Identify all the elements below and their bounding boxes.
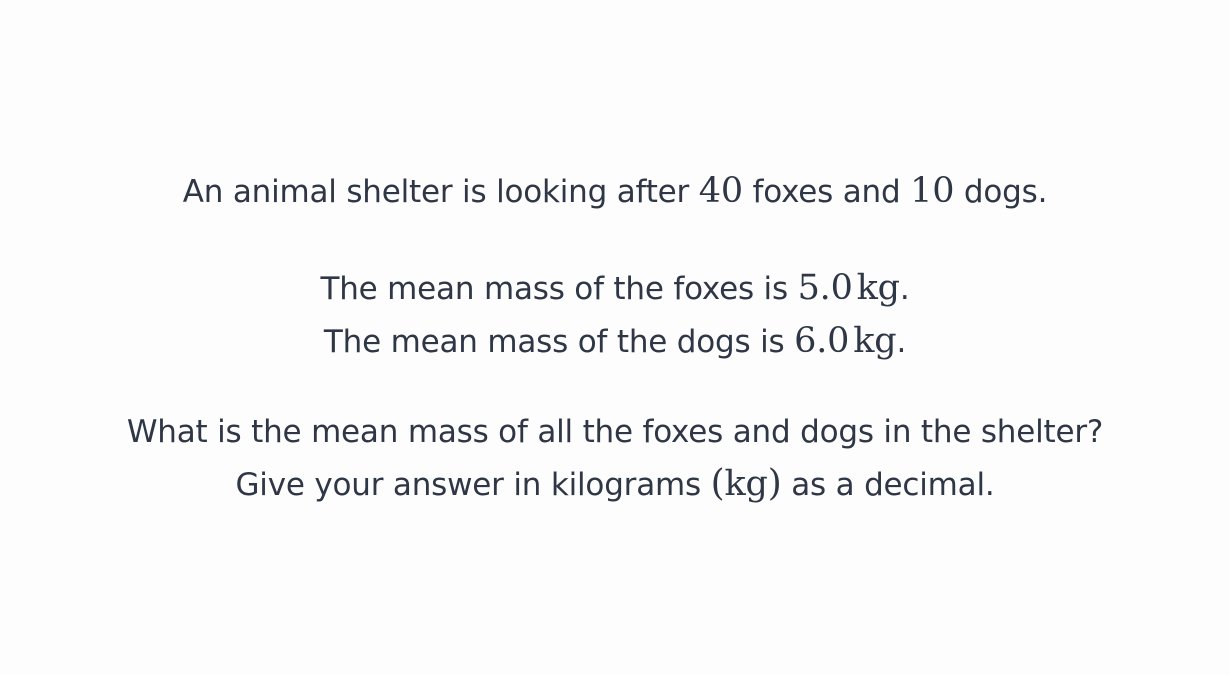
fox-mean-text-a: The mean mass of the foxes is (320, 271, 798, 307)
num-dogs: 10 (910, 171, 955, 211)
intro-text-b: foxes and (742, 174, 911, 210)
open-paren: ( (710, 463, 725, 504)
intro-line (0, 165, 1230, 218)
close-paren: ) (767, 463, 782, 504)
num-foxes: 40 (698, 171, 743, 211)
intro-text-a: An animal shelter is looking after (182, 174, 699, 210)
dog-mean-text-a: The mean mass of the dogs is (323, 324, 795, 360)
dog-mean-line (0, 315, 1230, 368)
prompt-unit: kg (724, 464, 768, 504)
prompt-text-b: as a decimal. (781, 467, 995, 503)
fox-mean-line (0, 262, 1230, 315)
fox-mean-text-b: . (899, 271, 910, 307)
spacer (0, 218, 1230, 262)
dog-mean-value: 6.0 (794, 321, 850, 361)
intro-text-c: dogs. (954, 174, 1048, 210)
dog-mean-text-b: . (896, 324, 907, 360)
question-content (0, 165, 1230, 511)
spacer (0, 368, 1230, 406)
prompt-line-1: What is the mean mass of all the foxes and dogs in the shelter? (126, 414, 1104, 450)
fox-mean-value: 5.0 (797, 268, 853, 308)
prompt-text-a: Give your answer in kilograms (235, 467, 711, 503)
dog-mean-unit: kg (853, 321, 897, 361)
prompt-line-2 (0, 458, 1230, 511)
fox-mean-unit: kg (856, 268, 900, 308)
